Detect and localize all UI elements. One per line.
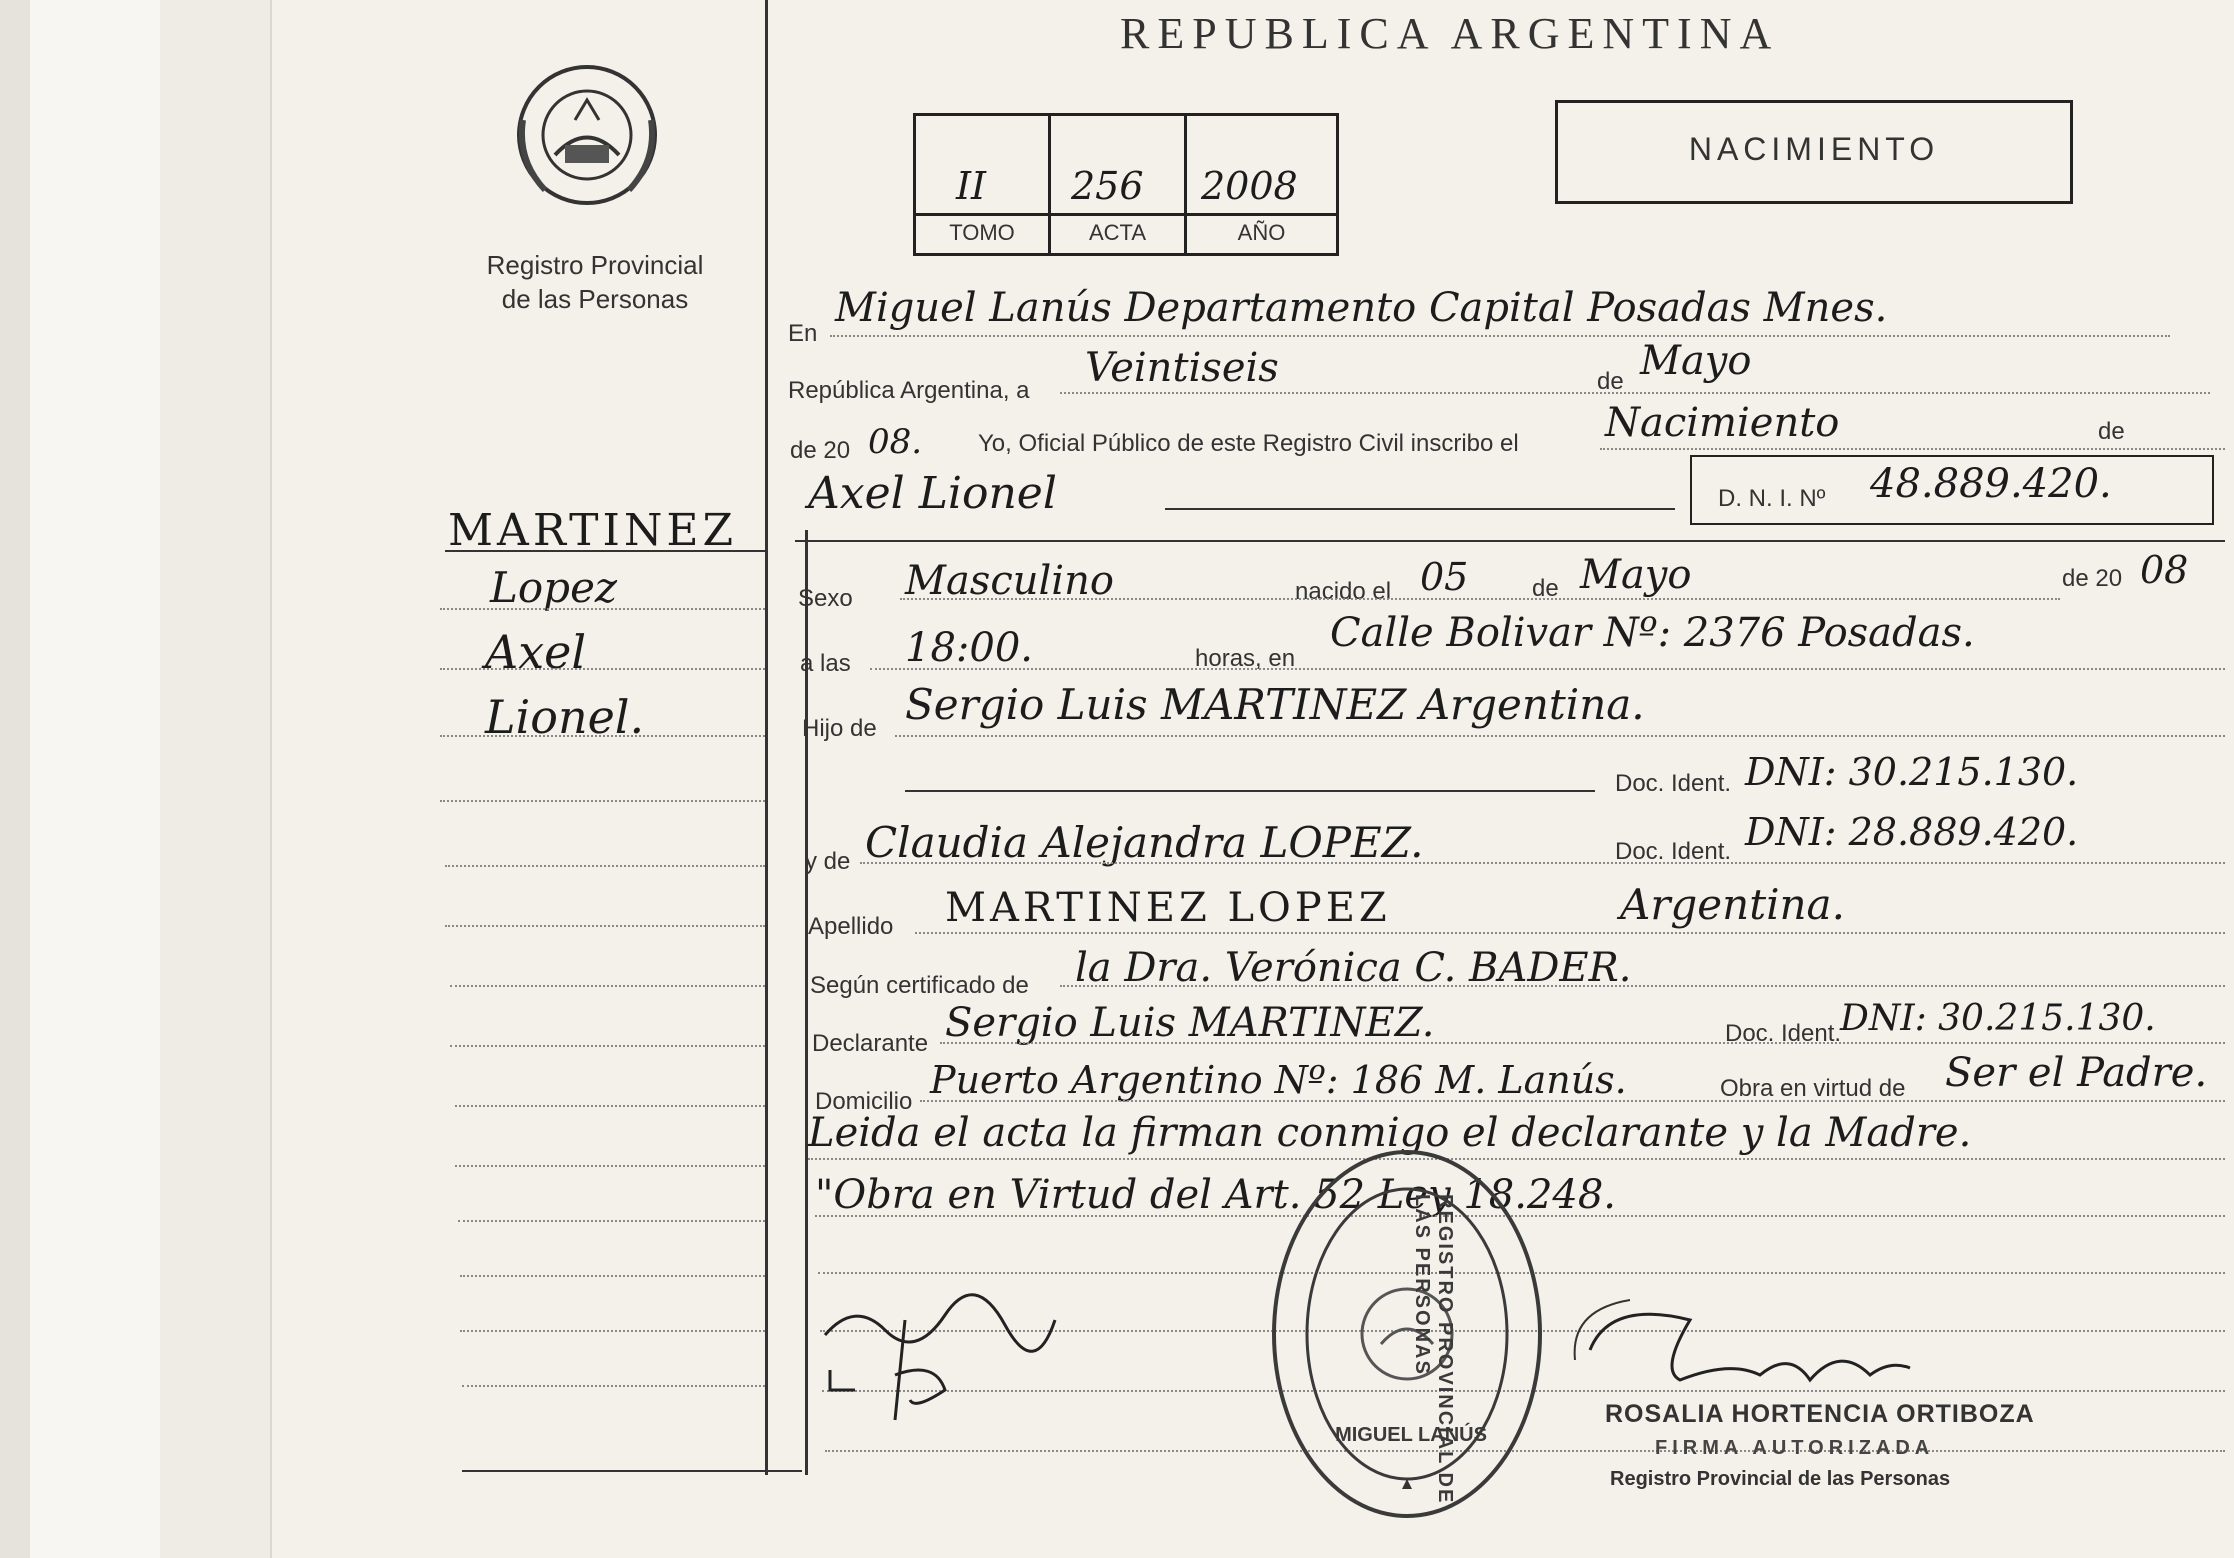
- signer-name: ROSALIA HORTENCIA ORTIBOZA: [1605, 1400, 2035, 1428]
- signer-office: Registro Provincial de las Personas: [1610, 1468, 1951, 1490]
- margin-line: [440, 735, 765, 737]
- en-label: En: [788, 320, 818, 347]
- anio-value: 2008: [1201, 164, 1298, 208]
- name-value: Axel Lionel: [808, 468, 1057, 519]
- doc-ident-label3: Doc. Ident.: [1725, 1020, 1842, 1047]
- act-type-label: NACIMIENTO: [1688, 131, 1940, 167]
- republica-label: República Argentina, a: [788, 377, 1030, 404]
- padre-value: Sergio Luis MARTINEZ Argentina.: [905, 680, 1645, 729]
- nacionalidad-value: Argentina.: [1620, 880, 1845, 929]
- segun-label: Según certificado de: [810, 972, 1029, 999]
- alas-label: a las: [800, 650, 851, 677]
- form-line: [860, 862, 2225, 864]
- margin-line: [458, 1220, 765, 1222]
- horas-en-label: horas, en: [1195, 645, 1296, 672]
- de-label3: de: [1532, 575, 1559, 602]
- madre-doc: DNI: 28.889.420.: [1745, 810, 2079, 854]
- official-stamp: [1272, 1150, 1542, 1518]
- declarante-label: Declarante: [812, 1030, 929, 1057]
- margin-line: [440, 800, 765, 802]
- registry-line1: Registro Provincial: [486, 250, 704, 280]
- form-line: [870, 668, 2225, 670]
- margin-surname2: Lopez: [490, 563, 618, 612]
- hijo-label: Hijo de: [802, 715, 877, 742]
- de-label: de: [1597, 368, 1624, 395]
- declarant-signature: [815, 1280, 1065, 1430]
- margin-line: [445, 925, 765, 927]
- nacido-year: 08: [2140, 548, 2189, 592]
- nacido-month: Mayo: [1580, 552, 1692, 598]
- note-line1: Leida el acta la firman conmigo el declarante y la Madre.: [808, 1110, 1972, 1156]
- dni-box: [1690, 455, 2214, 525]
- lugar-value: Calle Bolivar Nº: 2376 Posadas.: [1330, 610, 1975, 656]
- domicilio-label: Domicilio: [815, 1088, 913, 1115]
- column-divider: [765, 0, 768, 1475]
- acta-value: 256: [1071, 164, 1144, 208]
- sexo-label: Sexo: [798, 585, 853, 612]
- apellido-label: Apellido: [808, 913, 894, 940]
- margin-line: [460, 1330, 765, 1332]
- apellido-value: MARTINEZ LOPEZ: [945, 885, 1391, 931]
- nacido-label: nacido el: [1295, 578, 1392, 605]
- form-line: [830, 335, 2170, 337]
- year-prefix: de 20: [790, 437, 851, 464]
- tomo-value: II: [956, 164, 987, 208]
- margin-given2: Lionel.: [485, 690, 645, 744]
- form-line: [1165, 508, 1675, 510]
- doc-ident-label: Doc. Ident.: [1615, 770, 1732, 797]
- form-line: [915, 932, 2225, 934]
- month-value: Mayo: [1640, 338, 1752, 384]
- year-value: 08.: [868, 422, 923, 462]
- padre-doc: DNI: 30.215.130.: [1745, 750, 2079, 794]
- doc-ident-label2: Doc. Ident.: [1615, 838, 1732, 865]
- form-line: [795, 540, 2225, 542]
- form-line: [900, 598, 2060, 600]
- form-line: [895, 735, 2225, 737]
- form-line: [920, 1100, 2225, 1102]
- registry-line2: de las Personas: [501, 284, 689, 314]
- year-label2: de 20: [2062, 565, 2123, 592]
- margin-line: [462, 1470, 802, 1472]
- note-line2: "Obra en Virtud del Art. 52 Ley 18.248.: [815, 1172, 1617, 1218]
- inscribo-value: Nacimiento: [1605, 400, 1840, 446]
- obra-value: Ser el Padre.: [1945, 1050, 2208, 1096]
- page-edge: [160, 0, 272, 1558]
- margin-line: [460, 1275, 765, 1277]
- registry-name: [440, 248, 750, 316]
- sexo-value: Masculino: [905, 558, 1114, 604]
- authorized-signature: [1570, 1290, 1970, 1410]
- form-line: [940, 1042, 2225, 1044]
- yde-label: y de: [805, 848, 851, 875]
- dni-value: 48.889.420.: [1870, 461, 2112, 507]
- province-seal-logo: [515, 60, 660, 210]
- domicilio-value: Puerto Argentino Nº: 186 M. Lanús.: [930, 1058, 1627, 1102]
- margin-line: [450, 985, 765, 987]
- segun-value: la Dra. Verónica C. BADER.: [1075, 945, 1632, 991]
- tomo-label: TOMO: [949, 220, 1015, 245]
- margin-line: [450, 1045, 765, 1047]
- nacido-day: 05: [1420, 555, 1469, 599]
- declarante-value: Sergio Luis MARTINEZ.: [945, 1000, 1435, 1046]
- margin-line: [440, 668, 765, 670]
- margin-given1: Axel: [485, 625, 587, 679]
- record-box: [913, 113, 1339, 256]
- margin-underline: [445, 550, 765, 552]
- stamp-bottom-text: MIGUEL LANÚS: [1335, 1424, 1487, 1446]
- margin-line: [462, 1385, 765, 1387]
- act-type-box: [1555, 100, 2073, 204]
- form-line: [905, 790, 1595, 792]
- form-line: [1060, 985, 2225, 987]
- signer-role: FIRMA AUTORIZADA: [1655, 1437, 1935, 1459]
- acta-label: ACTA: [1088, 220, 1147, 245]
- madre-value: Claudia Alejandra LOPEZ.: [865, 818, 1424, 867]
- hora-value: 18:00.: [905, 625, 1033, 671]
- margin-line: [455, 1105, 765, 1107]
- anio-label: AÑO: [1237, 220, 1286, 245]
- form-line: [1600, 448, 2225, 450]
- de-label2: de: [2098, 418, 2125, 445]
- page-edge: [0, 0, 30, 1558]
- declarante-doc: DNI: 30.215.130.: [1840, 998, 2156, 1039]
- inscribo-label: Yo, Oficial Público de este Registro Civil inscribo el: [978, 430, 1519, 457]
- en-value: Miguel Lanús Departamento Capital Posadas Mnes.: [835, 285, 1888, 331]
- day-value: Veintiseis: [1085, 345, 1279, 391]
- form-line: [1060, 392, 2210, 394]
- country-title: REPUBLICA ARGENTINA: [1120, 9, 1780, 58]
- margin-surname1: MARTINEZ: [448, 505, 738, 556]
- stamp-ring-text: REGISTRO PROVINCIAL DE LAS PERSONAS: [1411, 1194, 1456, 1505]
- page-edge: [30, 0, 162, 1558]
- obra-label: Obra en virtud de: [1720, 1075, 1906, 1102]
- margin-line: [445, 865, 765, 867]
- margin-line: [440, 608, 765, 610]
- dni-label: D. N. I. Nº: [1718, 485, 1826, 512]
- margin-line: [455, 1165, 765, 1167]
